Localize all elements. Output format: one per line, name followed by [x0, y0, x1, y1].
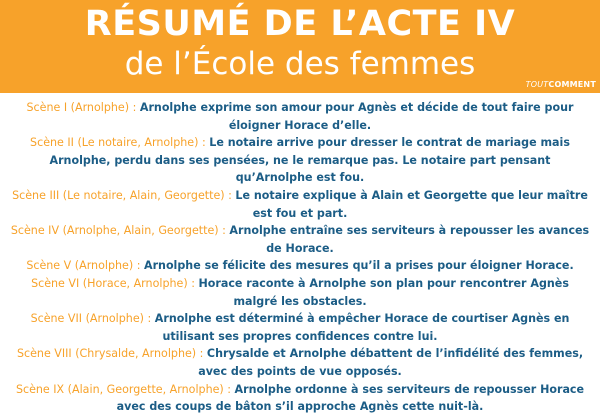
scene-4-summary	[10, 222, 590, 257]
scene-description: Le notaire arrive pour dresser le contrat de mariage mais Arnolphe, perdu dans ses pensées, ne le remarque pas. Le notaire part pensant qu’Arnolphe est fou.	[49, 136, 570, 185]
title-banner	[0, 0, 600, 93]
scene-2-summary	[10, 134, 590, 187]
page-subtitle: de l’École des femmes	[124, 46, 476, 82]
scene-label: Scène V (Arnolphe) :	[26, 259, 144, 273]
scene-label: Scène IX (Alain, Georgette, Arnolphe) :	[15, 382, 235, 396]
scene-label: Scène II (Le notaire, Arnolphe) :	[30, 136, 210, 150]
brand-logo-part2: COMMENT	[548, 80, 596, 89]
brand-logo-part1: TOUT	[525, 80, 549, 89]
scene-3-summary	[10, 187, 590, 222]
scene-8-summary	[10, 345, 590, 380]
scene-description: Arnolphe exprime son amour pour Agnès et décide de tout faire pour éloigner Horace d’elle.	[139, 101, 574, 132]
scene-label: Scène IV (Arnolphe, Alain, Georgette) :	[10, 224, 230, 238]
scene-description: Arnolphe ordonne à ses serviteurs de repousser Horace avec des coups de bâton s’il approche Agnès cette nuit-là.	[116, 382, 585, 414]
scene-label: Scène VI (Horace, Arnolphe) :	[31, 276, 199, 290]
scene-description: Arnolphe entraîne ses serviteurs à repousser les avances de Horace.	[229, 224, 590, 255]
brand-logo	[526, 80, 596, 90]
page-title: RÉSUMÉ DE L’ACTE IV	[84, 4, 516, 44]
scene-1-summary	[10, 99, 590, 134]
scene-7-summary	[10, 310, 590, 345]
scene-label: Scène III (Le notaire, Alain, Georgette) :	[12, 188, 236, 202]
scene-description: Le notaire explique à Alain et Georgette que leur maître est fou et part.	[235, 188, 588, 220]
scene-label: Scène VII (Arnolphe) :	[30, 312, 155, 326]
scene-description: Horace raconte à Arnolphe son plan pour rencontrer Agnès malgré les obstacles.	[198, 276, 569, 308]
scene-label: Scène I (Arnolphe) :	[26, 101, 140, 114]
scene-description: Arnolphe est déterminé à empêcher Horace de courtiser Agnès en utilisant ses propres confidences contre lui.	[154, 312, 570, 343]
scene-label: Scène VIII (Chrysalde, Arnolphe) :	[16, 347, 207, 361]
scene-9-summary	[10, 381, 590, 416]
scene-summary-list	[0, 93, 600, 416]
scene-description: Chrysalde et Arnolphe débattent de l’infidélité des femmes, avec des points de vue opposés.	[198, 347, 584, 378]
scene-description: Arnolphe se félicite des mesures qu’il a prises pour éloigner Horace.	[143, 259, 574, 273]
scene-5-summary	[10, 257, 590, 275]
scene-6-summary	[10, 275, 590, 310]
